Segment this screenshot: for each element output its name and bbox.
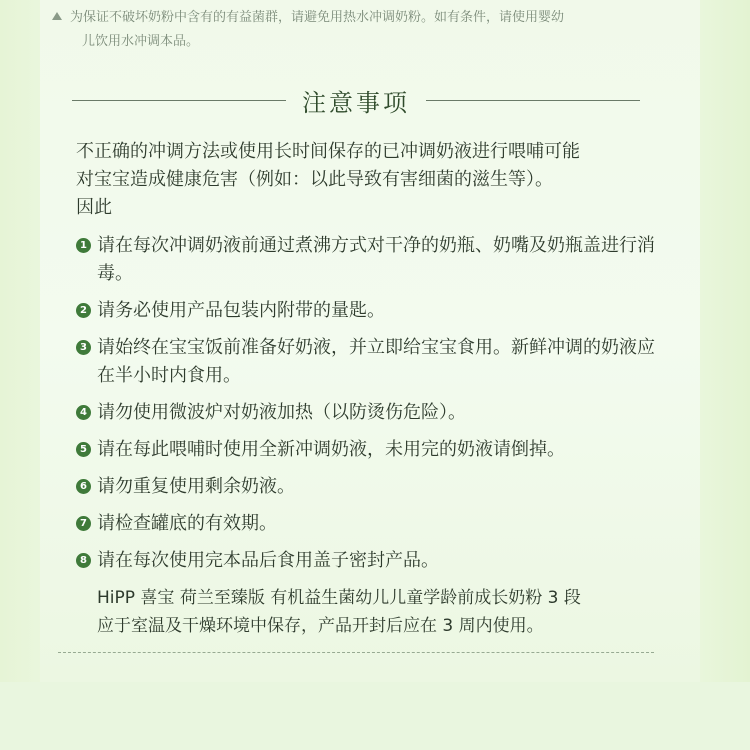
intro-paragraph [76, 138, 666, 222]
list-item-text: 请务必使用产品包装内附带的量匙。 [97, 300, 385, 321]
section-header [72, 80, 640, 120]
list-item-text: 请检查罐底的有效期。 [97, 513, 277, 534]
top-note [52, 6, 692, 54]
precaution-list [76, 232, 666, 575]
number-badge: 2 [76, 303, 91, 318]
dashed-divider [58, 652, 654, 653]
list-item [76, 436, 666, 464]
list-item [76, 399, 666, 427]
number-badge: 3 [76, 340, 91, 355]
section-title: 注意事项 [302, 88, 410, 117]
number-badge: 5 [76, 442, 91, 457]
storage-line-2: 应于室温及干燥环境中保存，产品开封后应在 3 周内使用。 [97, 616, 544, 636]
number-badge: 8 [76, 553, 91, 568]
list-item [76, 334, 666, 390]
number-badge: 4 [76, 405, 91, 420]
bottom-band [0, 682, 750, 750]
list-item [76, 510, 666, 538]
list-item [76, 547, 666, 575]
storage-note [76, 584, 666, 640]
notice-content [76, 138, 666, 640]
number-badge: 1 [76, 238, 91, 253]
title-rule-right [426, 100, 640, 101]
list-item-text: 请勿重复使用剩余奶液。 [97, 476, 295, 497]
top-note-line-1: 为保证不破坏奶粉中含有的有益菌群，请避免用热水冲调奶粉。如有条件，请使用婴幼 [70, 10, 565, 25]
list-item-text: 请始终在宝宝饭前准备好奶液，并立即给宝宝食用。新鲜冲调的奶液应在半小时内食用。 [97, 337, 655, 386]
number-badge: 6 [76, 479, 91, 494]
list-item [76, 297, 666, 325]
list-item-text: 请在每次冲调奶液前通过煮沸方式对干净的奶瓶、奶嘴及奶瓶盖进行消毒。 [97, 235, 655, 284]
storage-line-1: HiPP 喜宝 荷兰至臻版 有机益生菌幼儿儿童学龄前成长奶粉 3 段 [97, 588, 581, 608]
intro-line-3: 因此 [76, 197, 112, 218]
intro-line-1: 不正确的冲调方法或使用长时间保存的已冲调奶液进行喂哺可能 [76, 141, 580, 162]
warning-triangle-icon [52, 12, 62, 20]
number-badge: 7 [76, 516, 91, 531]
top-note-line-2: 儿饮用水冲调本品。 [82, 34, 200, 49]
list-item-text: 请在每次使用完本品后食用盖子密封产品。 [97, 550, 439, 571]
list-item [76, 473, 666, 501]
title-rule-left [72, 100, 286, 101]
intro-line-2: 对宝宝造成健康危害（例如：以此导致有害细菌的滋生等）。 [76, 169, 553, 190]
list-item-text: 请在每此喂哺时使用全新冲调奶液，未用完的奶液请倒掉。 [97, 439, 565, 460]
list-item [76, 232, 666, 288]
list-item-text: 请勿使用微波炉对奶液加热（以防烫伤危险）。 [97, 402, 466, 423]
